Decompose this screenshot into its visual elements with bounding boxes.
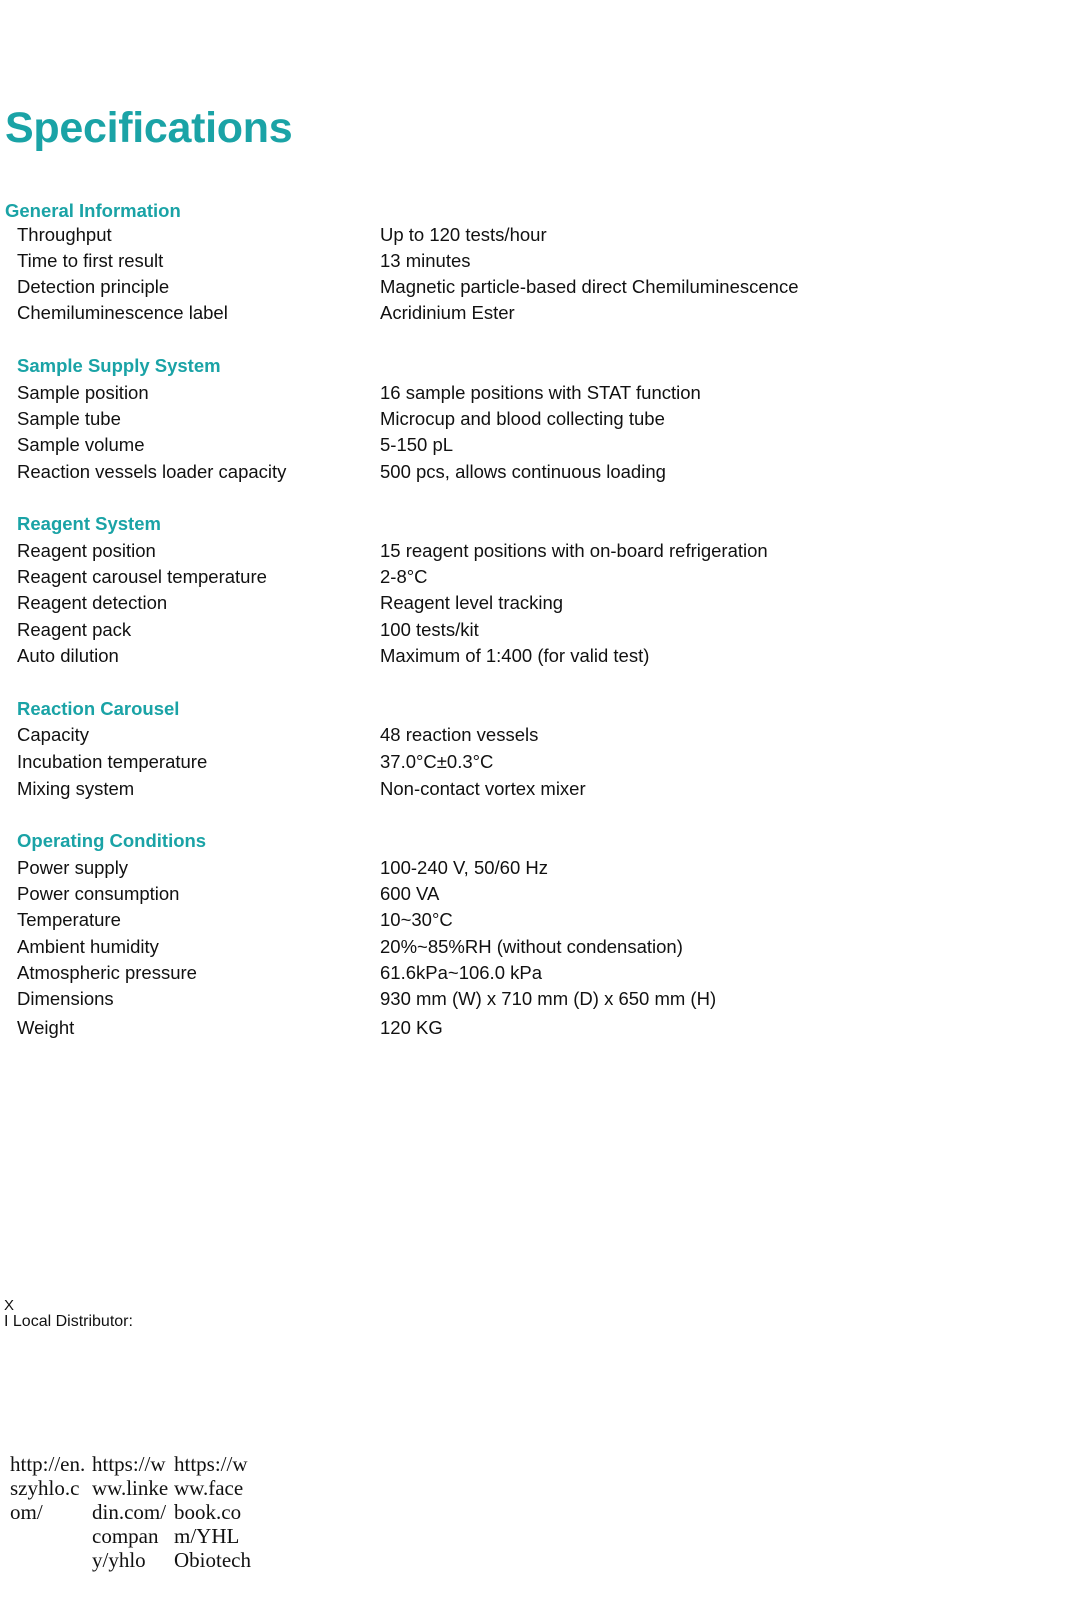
- section-heading-reaction-carousel: Reaction Carousel: [17, 698, 180, 719]
- spec-row: [0, 224, 1000, 248]
- x-mark: X: [4, 1297, 15, 1314]
- spec-label: Incubation temperature: [17, 751, 208, 772]
- spec-label: Dimensions: [17, 988, 114, 1009]
- spec-row: [0, 988, 1000, 1012]
- spec-value: 20%~85%RH (without condensation): [380, 936, 683, 957]
- spec-label: Mixing system: [17, 778, 135, 799]
- spec-value: 16 sample positions with STAT function: [380, 382, 701, 403]
- section-heading-operating-conditions: Operating Conditions: [17, 830, 207, 851]
- spec-row: [0, 382, 1000, 406]
- spec-label: Throughput: [17, 224, 112, 245]
- spec-label: Capacity: [17, 724, 89, 745]
- spec-value: 61.6kPa~106.0 kPa: [380, 962, 543, 983]
- spec-label: Sample tube: [17, 408, 121, 429]
- spec-value: 37.0°C±0.3°C: [380, 751, 494, 772]
- section-heading-reagent-system: Reagent System: [17, 513, 161, 534]
- spec-value: Up to 120 tests/hour: [380, 224, 547, 245]
- section-heading-sample-supply-system: Sample Supply System: [17, 355, 221, 376]
- spec-label: Reagent carousel temperature: [17, 566, 267, 587]
- spec-row: [0, 1017, 1000, 1041]
- spec-label: Chemiluminescence label: [17, 302, 228, 323]
- spec-row: [0, 302, 1000, 326]
- spec-row: [0, 883, 1000, 907]
- spec-row: [0, 857, 1000, 881]
- spec-label: Weight: [17, 1017, 75, 1038]
- spec-row: [0, 645, 1000, 669]
- spec-value: Acridinium Ester: [380, 302, 515, 323]
- spec-row: [0, 461, 1000, 485]
- spec-row: [0, 724, 1000, 748]
- spec-row: [0, 250, 1000, 274]
- spec-label: Ambient humidity: [17, 936, 159, 957]
- spec-label: Auto dilution: [17, 645, 119, 666]
- spec-label: Reagent pack: [17, 619, 132, 640]
- spec-label: Reagent detection: [17, 592, 168, 613]
- spec-value: 2-8°C: [380, 566, 428, 587]
- page-title: Specifications: [5, 104, 293, 152]
- spec-row: [0, 778, 1000, 802]
- spec-value: Non-contact vortex mixer: [380, 778, 586, 799]
- spec-value: Reagent level tracking: [380, 592, 564, 613]
- spec-label: Power consumption: [17, 883, 180, 904]
- linkedin-link[interactable]: https://www.linkedin.com/company/yhlo: [92, 1452, 169, 1572]
- spec-label: Reagent position: [17, 540, 156, 561]
- spec-row: [0, 936, 1000, 960]
- spec-label: Time to first result: [17, 250, 164, 271]
- spec-value: 930 mm (W) x 710 mm (D) x 650 mm (H): [380, 988, 717, 1009]
- local-distributor-label: I Local Distributor:: [4, 1313, 133, 1330]
- spec-row: [0, 592, 1000, 616]
- spec-value: 120 KG: [380, 1017, 443, 1038]
- spec-label: Reaction vessels loader capacity: [17, 461, 287, 482]
- spec-row: [0, 276, 1000, 300]
- spec-label: Temperature: [17, 909, 121, 930]
- spec-row: [0, 962, 1000, 986]
- website-link[interactable]: http://en.szyhlo.com/: [10, 1452, 86, 1524]
- spec-value: 100-240 V, 50/60 Hz: [380, 857, 548, 878]
- spec-value: 48 reaction vessels: [380, 724, 539, 745]
- spec-label: Sample position: [17, 382, 149, 403]
- spec-value: Magnetic particle-based direct Chemiluminescence: [380, 276, 799, 297]
- spec-value: Maximum of 1:400 (for valid test): [380, 645, 650, 666]
- section-heading-general-information: General Information: [5, 200, 181, 221]
- spec-row: [0, 751, 1000, 775]
- spec-value: 10~30°C: [380, 909, 453, 930]
- spec-value: 5-150 pL: [380, 434, 454, 455]
- spec-value: 500 pcs, allows continuous loading: [380, 461, 666, 482]
- spec-value: 600 VA: [380, 883, 440, 904]
- spec-row: [0, 540, 1000, 564]
- spec-value: 100 tests/kit: [380, 619, 479, 640]
- spec-label: Detection principle: [17, 276, 170, 297]
- spec-value: 15 reagent positions with on-board refrigeration: [380, 540, 768, 561]
- spec-row: [0, 909, 1000, 933]
- spec-row: [0, 408, 1000, 432]
- spec-label: Power supply: [17, 857, 129, 878]
- facebook-link[interactable]: https://www.facebook.com/YHLObiotech: [174, 1452, 251, 1572]
- spec-value: 13 minutes: [380, 250, 471, 271]
- spec-value: Microcup and blood collecting tube: [380, 408, 665, 429]
- spec-row: [0, 566, 1000, 590]
- spec-row: [0, 434, 1000, 458]
- spec-label: Sample volume: [17, 434, 145, 455]
- spec-label: Atmospheric pressure: [17, 962, 197, 983]
- spec-row: [0, 619, 1000, 643]
